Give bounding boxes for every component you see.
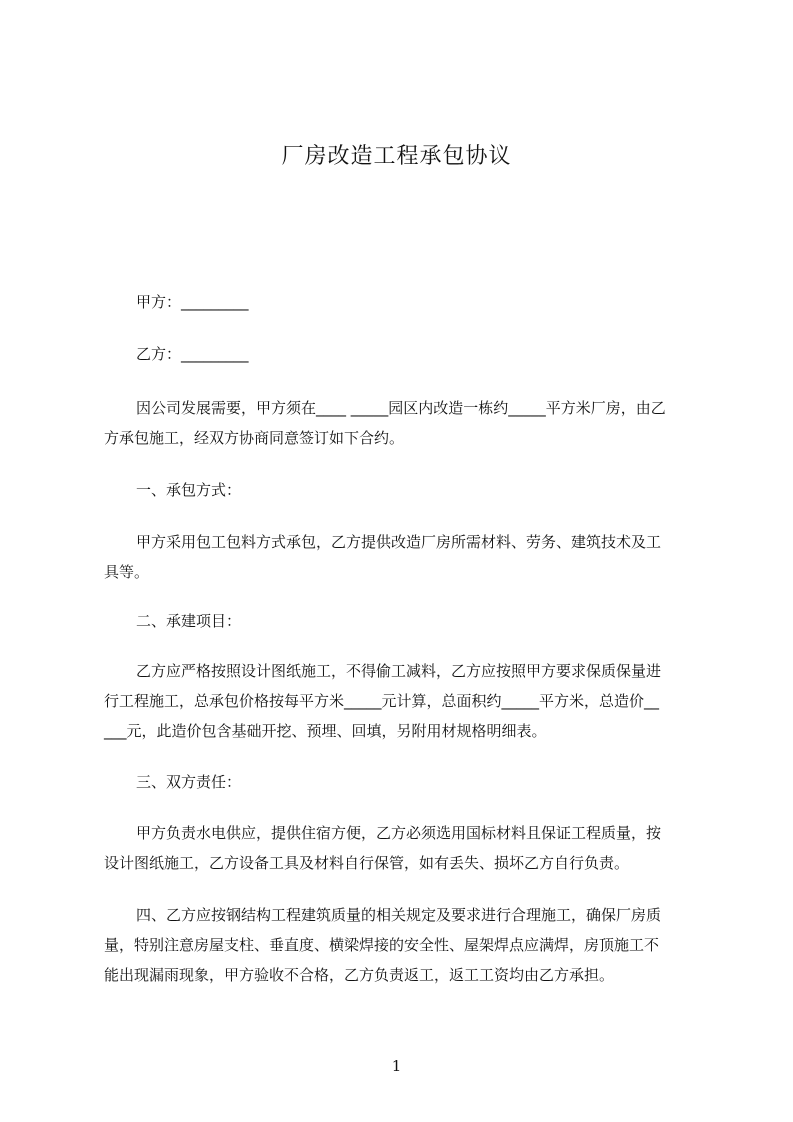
page-number: 1: [391, 1057, 402, 1075]
party-b-line: 乙方：_________: [136, 345, 249, 363]
document-title: 厂房改造工程承包协议: [281, 144, 512, 169]
intro-line-2: 方承包施工，经双方协商同意签订如下合约。: [104, 429, 405, 447]
section-4-line-3: 能出现漏雨现象，甲方验收不合格，乙方负责返工，返工工资均由乙方承担。: [104, 966, 615, 984]
party-a-line: 甲方：_________: [136, 293, 249, 311]
section-1-body: [104, 527, 704, 587]
section-2-line-1: 乙方应严格按照设计图纸施工，不得偷工减料，乙方应按照甲方要求保质保量进: [136, 662, 662, 680]
section-1-heading: 一、承包方式：: [136, 481, 242, 499]
section-3-line-1: 甲方负责水电供应，提供住宿方便，乙方必须选用国标材料且保证工程质量，按: [136, 824, 662, 842]
section-4-line-2: 量，特别注意房屋支柱、垂直度、横梁焊接的安全性、屋架焊点应满焊，房顶施工不: [104, 936, 660, 954]
section-1-line-1: 甲方采用包工包料方式承包，乙方提供改造厂房所需材料、劳务、建筑技术及工: [136, 533, 662, 551]
section-4-line-1: 四、乙方应按钢结构工程建筑质量的相关规定及要求进行合理施工，确保厂房质: [136, 906, 662, 924]
section-2-heading: 二、承建项目：: [136, 612, 242, 630]
section-3-heading: 三、双方责任：: [136, 773, 242, 791]
section-2-body: [104, 656, 704, 746]
section-2-line-2: 行工程施工，总承包价格按每平方米_____元计算，总面积约_____平方米，总造价__: [104, 692, 660, 710]
section-4-body: [104, 900, 704, 990]
section-2-line-3: ___元，此造价包含基础开挖、预埋、回填，另附用材规格明细表。: [104, 722, 547, 740]
section-3-body: [104, 818, 704, 878]
section-1-line-2: 具等。: [104, 563, 150, 581]
intro-line-1: 因公司发展需要，甲方须在____ _____园区内改造一栋约_____平方米厂房，由乙: [136, 399, 666, 417]
intro-paragraph: [104, 393, 704, 453]
section-3-line-2: 设计图纸施工，乙方设备工具及材料自行保管，如有丢失、损坏乙方自行负责。: [104, 854, 630, 872]
